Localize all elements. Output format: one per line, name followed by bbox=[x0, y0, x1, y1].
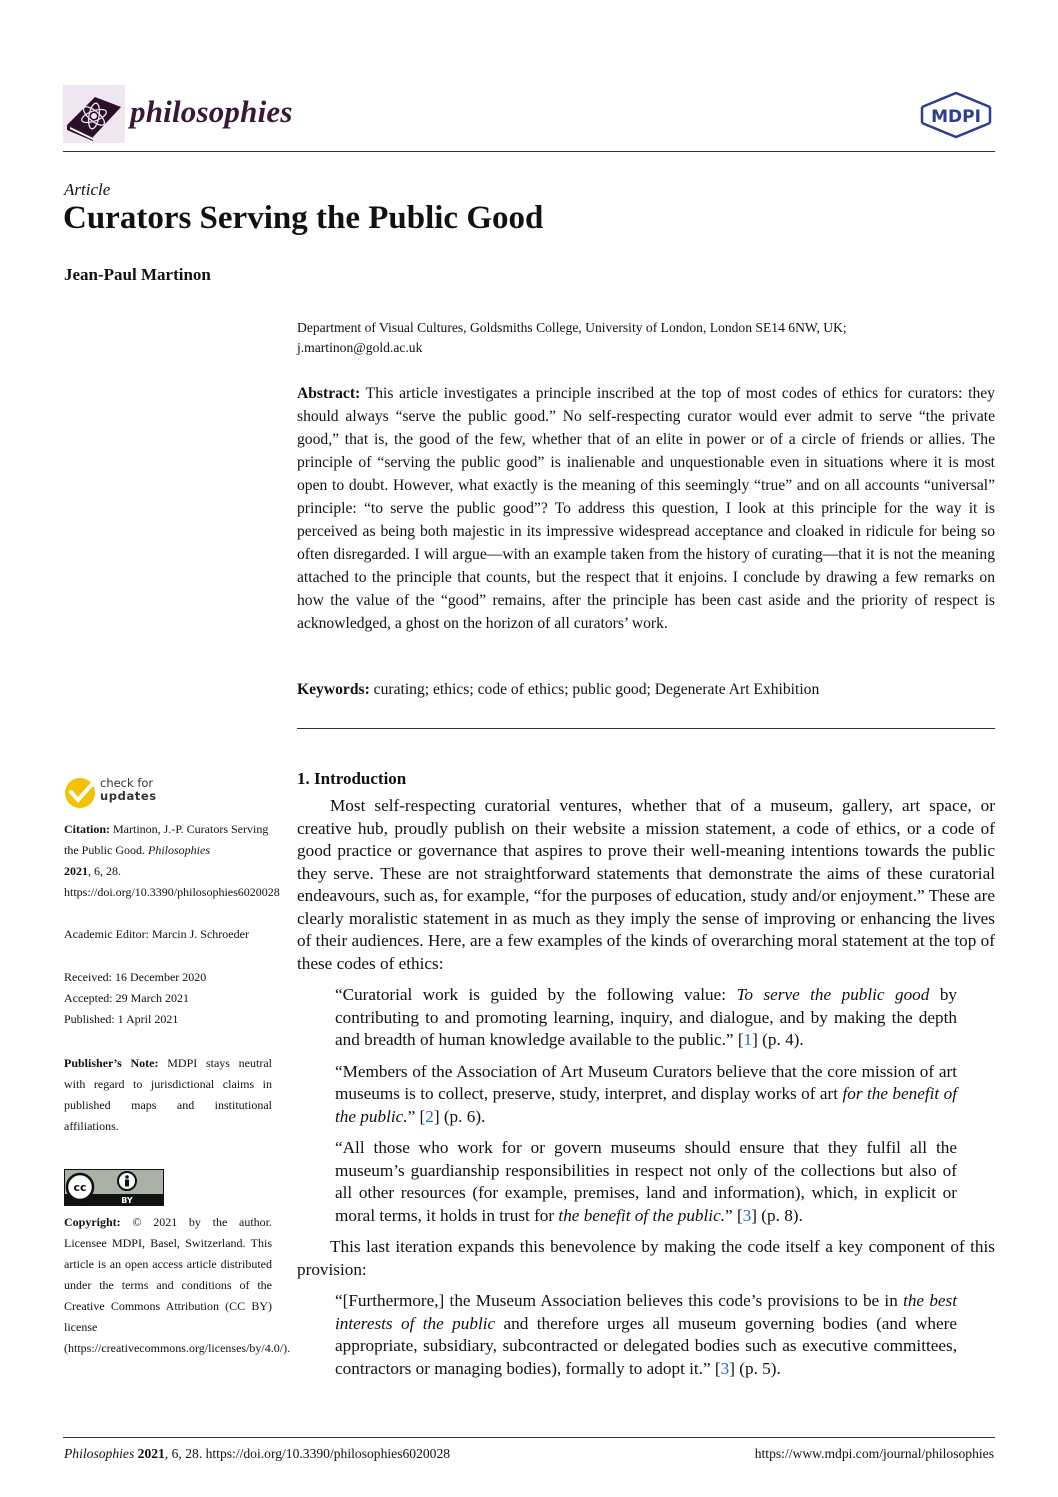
keywords-text: curating; ethics; code of ethics; public good; Degenerate Art Exhibition bbox=[373, 681, 820, 698]
affiliation bbox=[297, 318, 995, 358]
citation-doi-link[interactable]: https://doi.org/10.3390/philosophies6020028 bbox=[64, 885, 280, 899]
article-type: Article bbox=[64, 180, 111, 199]
mdpi-logo[interactable] bbox=[916, 90, 996, 140]
block-quote: “[Furthermore,] the Museum Association believes this code’s provisions to be in the best interests of the public and therefore urges all museum governing bodies (and where appropriate, subsidiary, subcontracted or delegated bodies such as executive committees, contractors or managing bodies), formally to adopt it.” [3] (p. 5). bbox=[335, 1291, 958, 1378]
footer-citation: Philosophies 2021, 6, 28. https://doi.org/10.3390/philosophies6020028 bbox=[64, 1446, 451, 1461]
check-badge-icon bbox=[64, 776, 98, 810]
abstract-divider bbox=[297, 728, 995, 729]
abstract-text: This article investigates a principle inscribed at the top of most codes of ethics for curators: they should always “serve the public good.” No self-respecting curator would ever admit to serve “the private good,” that is, the good of the few, whether that of an elite in power or of a circle of friends or allies. The principle of “serving the public good” is inalienable and unquestionable even in situations where it is most open to doubt. However, what exactly is the meaning of this seemingly “true” and on all accounts “universal” principle: “to serve the public good”? To address this question, I look at this principle for the way it is perceived as being both majestic in its impressive widespread acceptance and cloaked in ridicule for being so often disregarded. I will argue—with an example taken from the history of curating—that it is not the meaning attached to the principle that counts, but the respect that it enjoins. I conclude by drawing a few remarks on how the value of the “good” remains, after the principle has been cast aside and the priority of respect is acknowledged, a ghost on the horizon of all curators’ work. bbox=[297, 385, 995, 632]
paragraph: This last iteration expands this benevolence by making the code itself a key component of this provision: bbox=[297, 1237, 995, 1279]
publisher-note: Publisher’s Note: MDPI stays neutral with regard to jurisdictional claims in published maps and institutional affiliations. bbox=[64, 1056, 273, 1133]
publication-dates bbox=[64, 967, 272, 1030]
copyright-label: Copyright: bbox=[64, 1215, 121, 1229]
citation-label: Citation: bbox=[64, 822, 110, 836]
svg-text:BY: BY bbox=[121, 1196, 133, 1205]
abstract bbox=[297, 382, 995, 635]
footer-journal-url[interactable]: https://www.mdpi.com/journal/philosophies bbox=[754, 1446, 994, 1461]
citation-link[interactable]: 3 bbox=[720, 1358, 730, 1378]
cc-by-license-badge[interactable] bbox=[64, 1169, 164, 1206]
introduction-body bbox=[297, 795, 995, 1380]
accepted-date: Accepted: 29 March 2021 bbox=[64, 991, 189, 1005]
footer-divider bbox=[63, 1437, 995, 1438]
citation-block: Citation: Martinon, J.-P. Curators Serving the Public Good. Philosophies 2021, 6, 28. https://doi.org/10.3390/philosophies6020028 bbox=[64, 822, 280, 899]
block-quote: “All those who work for or govern museums should ensure that they fulfil all the museum’s guardianship responsibilities in respect not only of the collections but also of all other resources (for example, premises, land and information), which, in explicit or moral terms, it holds in trust for the benefit of the public.” [3] (p. 8). bbox=[335, 1138, 957, 1225]
author-email[interactable]: j.martinon@gold.ac.uk bbox=[297, 340, 423, 355]
received-date: Received: 16 December 2020 bbox=[64, 970, 207, 984]
check-updates-line1: check for bbox=[100, 776, 154, 790]
page-title: Curators Serving the Public Good bbox=[63, 200, 544, 236]
author-name: Jean-Paul Martinon bbox=[64, 265, 211, 284]
keywords-label: Keywords: bbox=[297, 681, 370, 698]
book-atom-icon bbox=[63, 85, 125, 143]
keywords bbox=[297, 681, 995, 699]
citation-link[interactable]: 1 bbox=[743, 1030, 753, 1049]
affiliation-text: Department of Visual Cultures, Goldsmiths College, University of London, London SE14 6NW, UK; bbox=[297, 320, 847, 335]
published-date: Published: 1 April 2021 bbox=[64, 1012, 179, 1026]
citation-link[interactable]: 3 bbox=[742, 1205, 752, 1225]
block-quote: “Members of the Association of Art Museum Curators believe that the core mission of art museums is to collect, preserve, study, interpret, and display works of art for the benefit of the public.” [2] (p. 6). bbox=[335, 1061, 957, 1126]
abstract-label: Abstract: bbox=[297, 385, 361, 402]
copyright-notice: Copyright: © 2021 by the author. Licensee MDPI, Basel, Switzerland. This article is an open access article distributed under the terms and conditions of the Creative Commons Attribution (CC BY) license (https://creativecommons.org/licenses/by/4.0/). bbox=[64, 1215, 291, 1355]
paragraph: Most self-respecting curatorial ventures, whether that of a museum, gallery, art space, or creative hub, proudly publish on their website a mission statement, a code of ethics, or a code of good practice or governance that aspires to prove their well-meaning intentions towards the public they serve. These are not straightforward statements that demonstrate the aims of these curatorial endeavours, such as, for example, “for the purposes of education, study and/or enjoyment.” These are clearly moralistic statement in as much as they imply the sense of improving or enhancing the lives of their audiences. Here, are a few examples of the kinds of overarching moral statement at the top of these codes of ethics: bbox=[297, 796, 995, 973]
citation-link[interactable]: 2 bbox=[425, 1106, 434, 1126]
journal-logo bbox=[63, 85, 125, 143]
academic-editor: Academic Editor: Marcin J. Schroeder bbox=[64, 927, 249, 941]
journal-name[interactable]: philosophies bbox=[130, 94, 293, 129]
block-quote: “Curatorial work is guided by the following value: To serve the public good by contributing to and promoting learning, inquiry, and dialogue, and by making the depth and breadth of human knowledge available to the public.” [1] (p. 4). bbox=[335, 985, 958, 1049]
svg-text:cc: cc bbox=[73, 1181, 87, 1194]
footer-doi-link[interactable]: , 6, 28. https://doi.org/10.3390/philosophies6020028 bbox=[164, 1446, 451, 1461]
publisher-note-label: Publisher’s Note: bbox=[64, 1056, 159, 1070]
check-for-updates-button[interactable] bbox=[64, 776, 214, 810]
header-divider bbox=[63, 151, 995, 152]
mdpi-logo-text: MDPI bbox=[931, 107, 981, 127]
section-heading-introduction: 1. Introduction bbox=[297, 769, 407, 788]
check-updates-line2: updates bbox=[100, 789, 157, 803]
